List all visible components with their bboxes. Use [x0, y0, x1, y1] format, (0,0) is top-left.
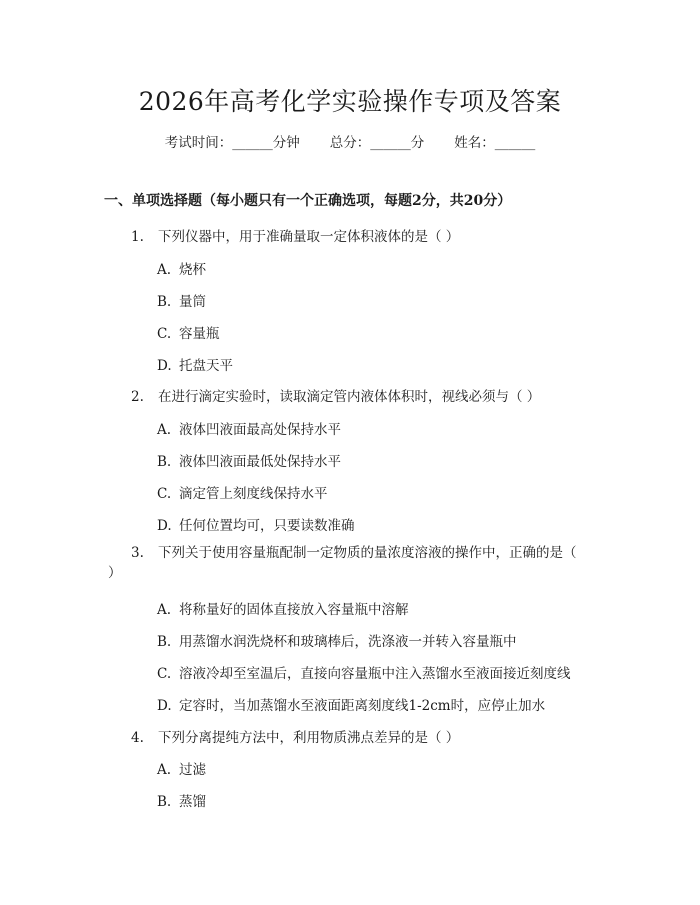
option-letter: B.	[157, 294, 172, 310]
option-letter: B.	[157, 794, 172, 810]
option-text: 托盘天平	[179, 358, 233, 374]
option-letter: C.	[157, 666, 172, 682]
question-2-option-b	[157, 450, 341, 470]
option-letter: D.	[157, 358, 172, 374]
option-text: 过滤	[179, 762, 206, 778]
section-heading-single-choice: 一、单项选择题（每小题只有一个正确选项，每题2分，共20分）	[104, 193, 512, 209]
option-text: 烧杯	[179, 262, 206, 278]
option-letter: C.	[157, 486, 172, 502]
question-number: 2.	[131, 389, 144, 405]
question-3-option-a	[157, 598, 409, 618]
option-text: 用蒸馏水润洗烧杯和玻璃棒后，洗涤液一并转入容量瓶中	[179, 634, 517, 650]
option-letter: A.	[157, 602, 172, 618]
option-letter: B.	[157, 454, 172, 470]
question-text: 下列关于使用容量瓶配制一定物质的量浓度溶液的操作中，正确的是（ ）	[108, 545, 577, 581]
question-3-option-d	[157, 694, 545, 714]
question-1-option-b	[157, 290, 206, 310]
option-letter: B.	[157, 634, 172, 650]
question-number: 4.	[131, 730, 144, 746]
option-letter: D.	[157, 518, 172, 534]
option-letter: A.	[157, 262, 172, 278]
question-3-option-c	[157, 662, 571, 682]
page-title: 2026年高考化学实验操作专项及答案	[138, 87, 562, 116]
question-4-option-a	[157, 758, 206, 778]
option-text: 液体凹液面最高处保持水平	[179, 422, 341, 438]
exam-time-field: 考试时间：______分钟	[164, 135, 300, 151]
question-2-option-d	[157, 514, 355, 534]
option-text: 定容时，当加蒸馏水至液面距离刻度线1-2cm时，应停止加水	[179, 698, 546, 714]
question-1-option-d	[157, 354, 233, 374]
option-text: 液体凹液面最低处保持水平	[179, 454, 341, 470]
question-text: 在进行滴定实验时，读取滴定管内液体体积时，视线必须与（ ）	[158, 389, 541, 405]
exam-meta	[0, 131, 700, 151]
question-number: 3.	[131, 545, 144, 561]
total-score-field: 总分：______分	[329, 135, 425, 151]
option-text: 容量瓶	[179, 326, 220, 342]
student-name-field: 姓名：______	[454, 135, 536, 151]
question-2	[131, 385, 540, 405]
option-text: 任何位置均可，只要读数准确	[179, 518, 355, 534]
question-2-option-c	[157, 482, 328, 502]
option-letter: C.	[157, 326, 172, 342]
question-3-option-b	[157, 630, 517, 650]
option-text: 量筒	[179, 294, 206, 310]
option-letter: A.	[157, 422, 172, 438]
option-text: 溶液冷却至室温后，直接向容量瓶中注入蒸馏水至液面接近刻度线	[179, 666, 571, 682]
question-1-option-c	[157, 322, 220, 342]
question-2-option-a	[157, 418, 341, 438]
question-number: 1.	[131, 229, 144, 245]
question-text: 下列仪器中，用于准确量取一定体积液体的是（ ）	[158, 229, 460, 245]
option-letter: D.	[157, 698, 172, 714]
option-text: 蒸馏	[179, 794, 206, 810]
question-4-option-b	[157, 790, 206, 810]
question-text: 下列分离提纯方法中，利用物质沸点差异的是（ ）	[158, 730, 460, 746]
option-text: 滴定管上刻度线保持水平	[179, 486, 328, 502]
question-1-option-a	[157, 258, 206, 278]
question-4	[131, 726, 459, 746]
question-1	[131, 225, 459, 245]
option-text: 将称量好的固体直接放入容量瓶中溶解	[179, 602, 409, 618]
question-3	[108, 543, 578, 583]
option-letter: A.	[157, 762, 172, 778]
